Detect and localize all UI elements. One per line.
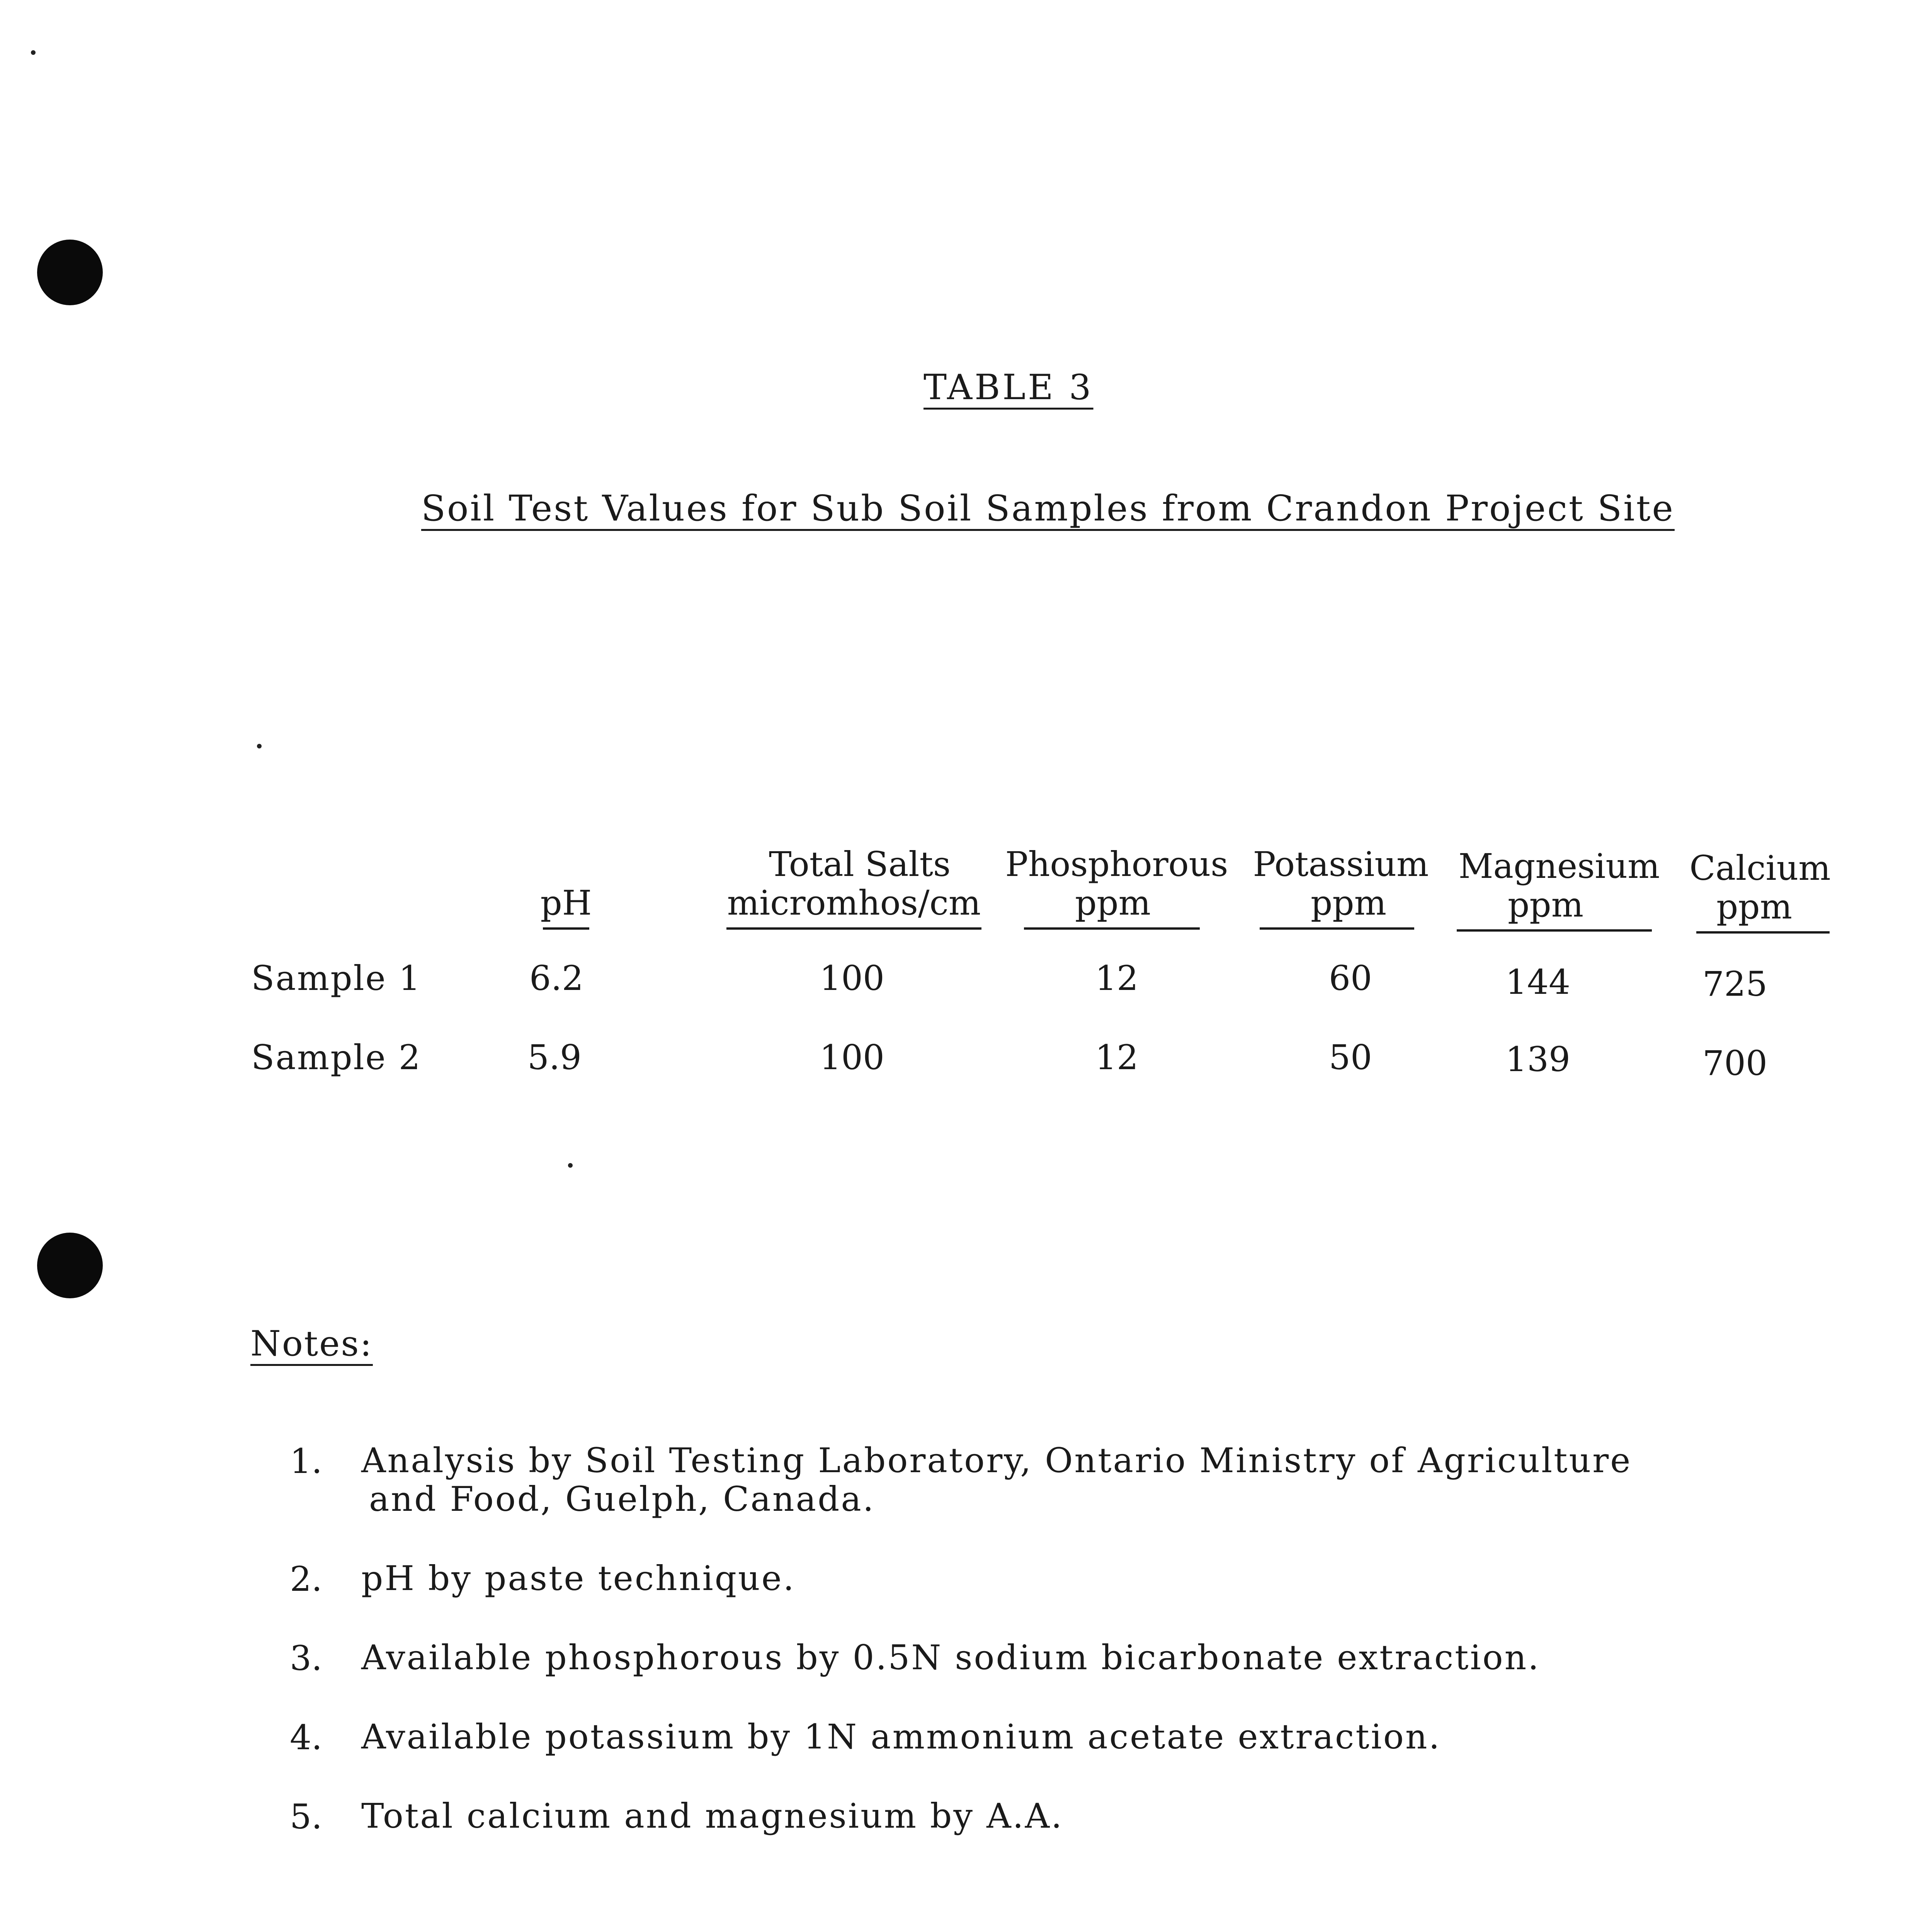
note-text: and Food, Guelph, Canada. bbox=[369, 1479, 875, 1519]
column-header-underline bbox=[726, 927, 981, 930]
table-cell-calcium: 700 bbox=[1702, 1043, 1767, 1083]
table-cell-total-salts: 100 bbox=[820, 1037, 884, 1077]
table-cell-phosphorous: 12 bbox=[1095, 1037, 1138, 1077]
column-header-potassium: Potassium bbox=[1253, 844, 1429, 884]
row-label: Sample 2 bbox=[251, 1037, 422, 1077]
notes-heading: Notes: bbox=[250, 1323, 373, 1364]
column-header-underline bbox=[1696, 931, 1830, 934]
table-cell-phosphorous: 12 bbox=[1095, 958, 1138, 998]
table-cell-total-salts: 100 bbox=[820, 958, 884, 998]
scan-speck bbox=[568, 1163, 573, 1168]
note-text: Analysis by Soil Testing Laboratory, Ontario Ministry of Agriculture bbox=[361, 1440, 1632, 1480]
table-cell-potassium: 50 bbox=[1329, 1037, 1372, 1077]
scan-speck bbox=[31, 50, 36, 55]
column-header-ph: pH bbox=[540, 883, 592, 923]
note-number: 5. bbox=[290, 1797, 322, 1837]
note-text: Available potassium by 1N ammonium acetate extraction. bbox=[361, 1717, 1441, 1757]
table-cell-potassium: 60 bbox=[1329, 958, 1372, 998]
column-header-phosphorous-unit: ppm bbox=[1075, 883, 1151, 923]
note-number: 3. bbox=[290, 1638, 322, 1678]
column-header-potassium-unit: ppm bbox=[1310, 883, 1387, 923]
column-header-underline bbox=[1024, 927, 1200, 930]
table-cell-ph: 5.9 bbox=[527, 1037, 582, 1077]
note-text: Total calcium and magnesium by A.A. bbox=[361, 1796, 1064, 1836]
column-header-total-salts-unit: micromhos/cm bbox=[727, 883, 981, 923]
column-header-phosphorous: Phosphorous bbox=[1005, 844, 1228, 884]
table-cell-magnesium: 139 bbox=[1505, 1039, 1570, 1079]
note-number: 2. bbox=[290, 1559, 322, 1599]
note-text: Available phosphorous by 0.5N sodium bicarbonate extraction. bbox=[361, 1638, 1541, 1677]
note-number: 1. bbox=[290, 1441, 322, 1481]
punch-hole-middle bbox=[37, 1233, 103, 1298]
column-header-underline bbox=[543, 927, 589, 930]
table-title: TABLE 3 bbox=[923, 367, 1094, 408]
column-header-underline bbox=[1260, 927, 1414, 930]
column-header-underline bbox=[1457, 929, 1652, 932]
table-cell-ph: 6.2 bbox=[529, 958, 583, 998]
row-label: Sample 1 bbox=[251, 958, 422, 998]
column-header-calcium-unit: ppm bbox=[1716, 887, 1793, 927]
column-header-magnesium: Magnesium bbox=[1458, 846, 1660, 886]
column-header-total-salts: Total Salts bbox=[769, 844, 951, 884]
note-text: pH by paste technique. bbox=[361, 1558, 796, 1598]
table-subtitle: Soil Test Values for Sub Soil Samples from Crandon Project Site bbox=[421, 488, 1675, 529]
punch-hole-top bbox=[37, 240, 103, 305]
table-cell-calcium: 725 bbox=[1702, 964, 1767, 1004]
column-header-magnesium-unit: ppm bbox=[1507, 885, 1584, 925]
scan-speck bbox=[257, 744, 262, 748]
column-header-calcium: Calcium bbox=[1689, 848, 1831, 888]
note-number: 4. bbox=[290, 1718, 322, 1757]
table-cell-magnesium: 144 bbox=[1505, 962, 1570, 1002]
